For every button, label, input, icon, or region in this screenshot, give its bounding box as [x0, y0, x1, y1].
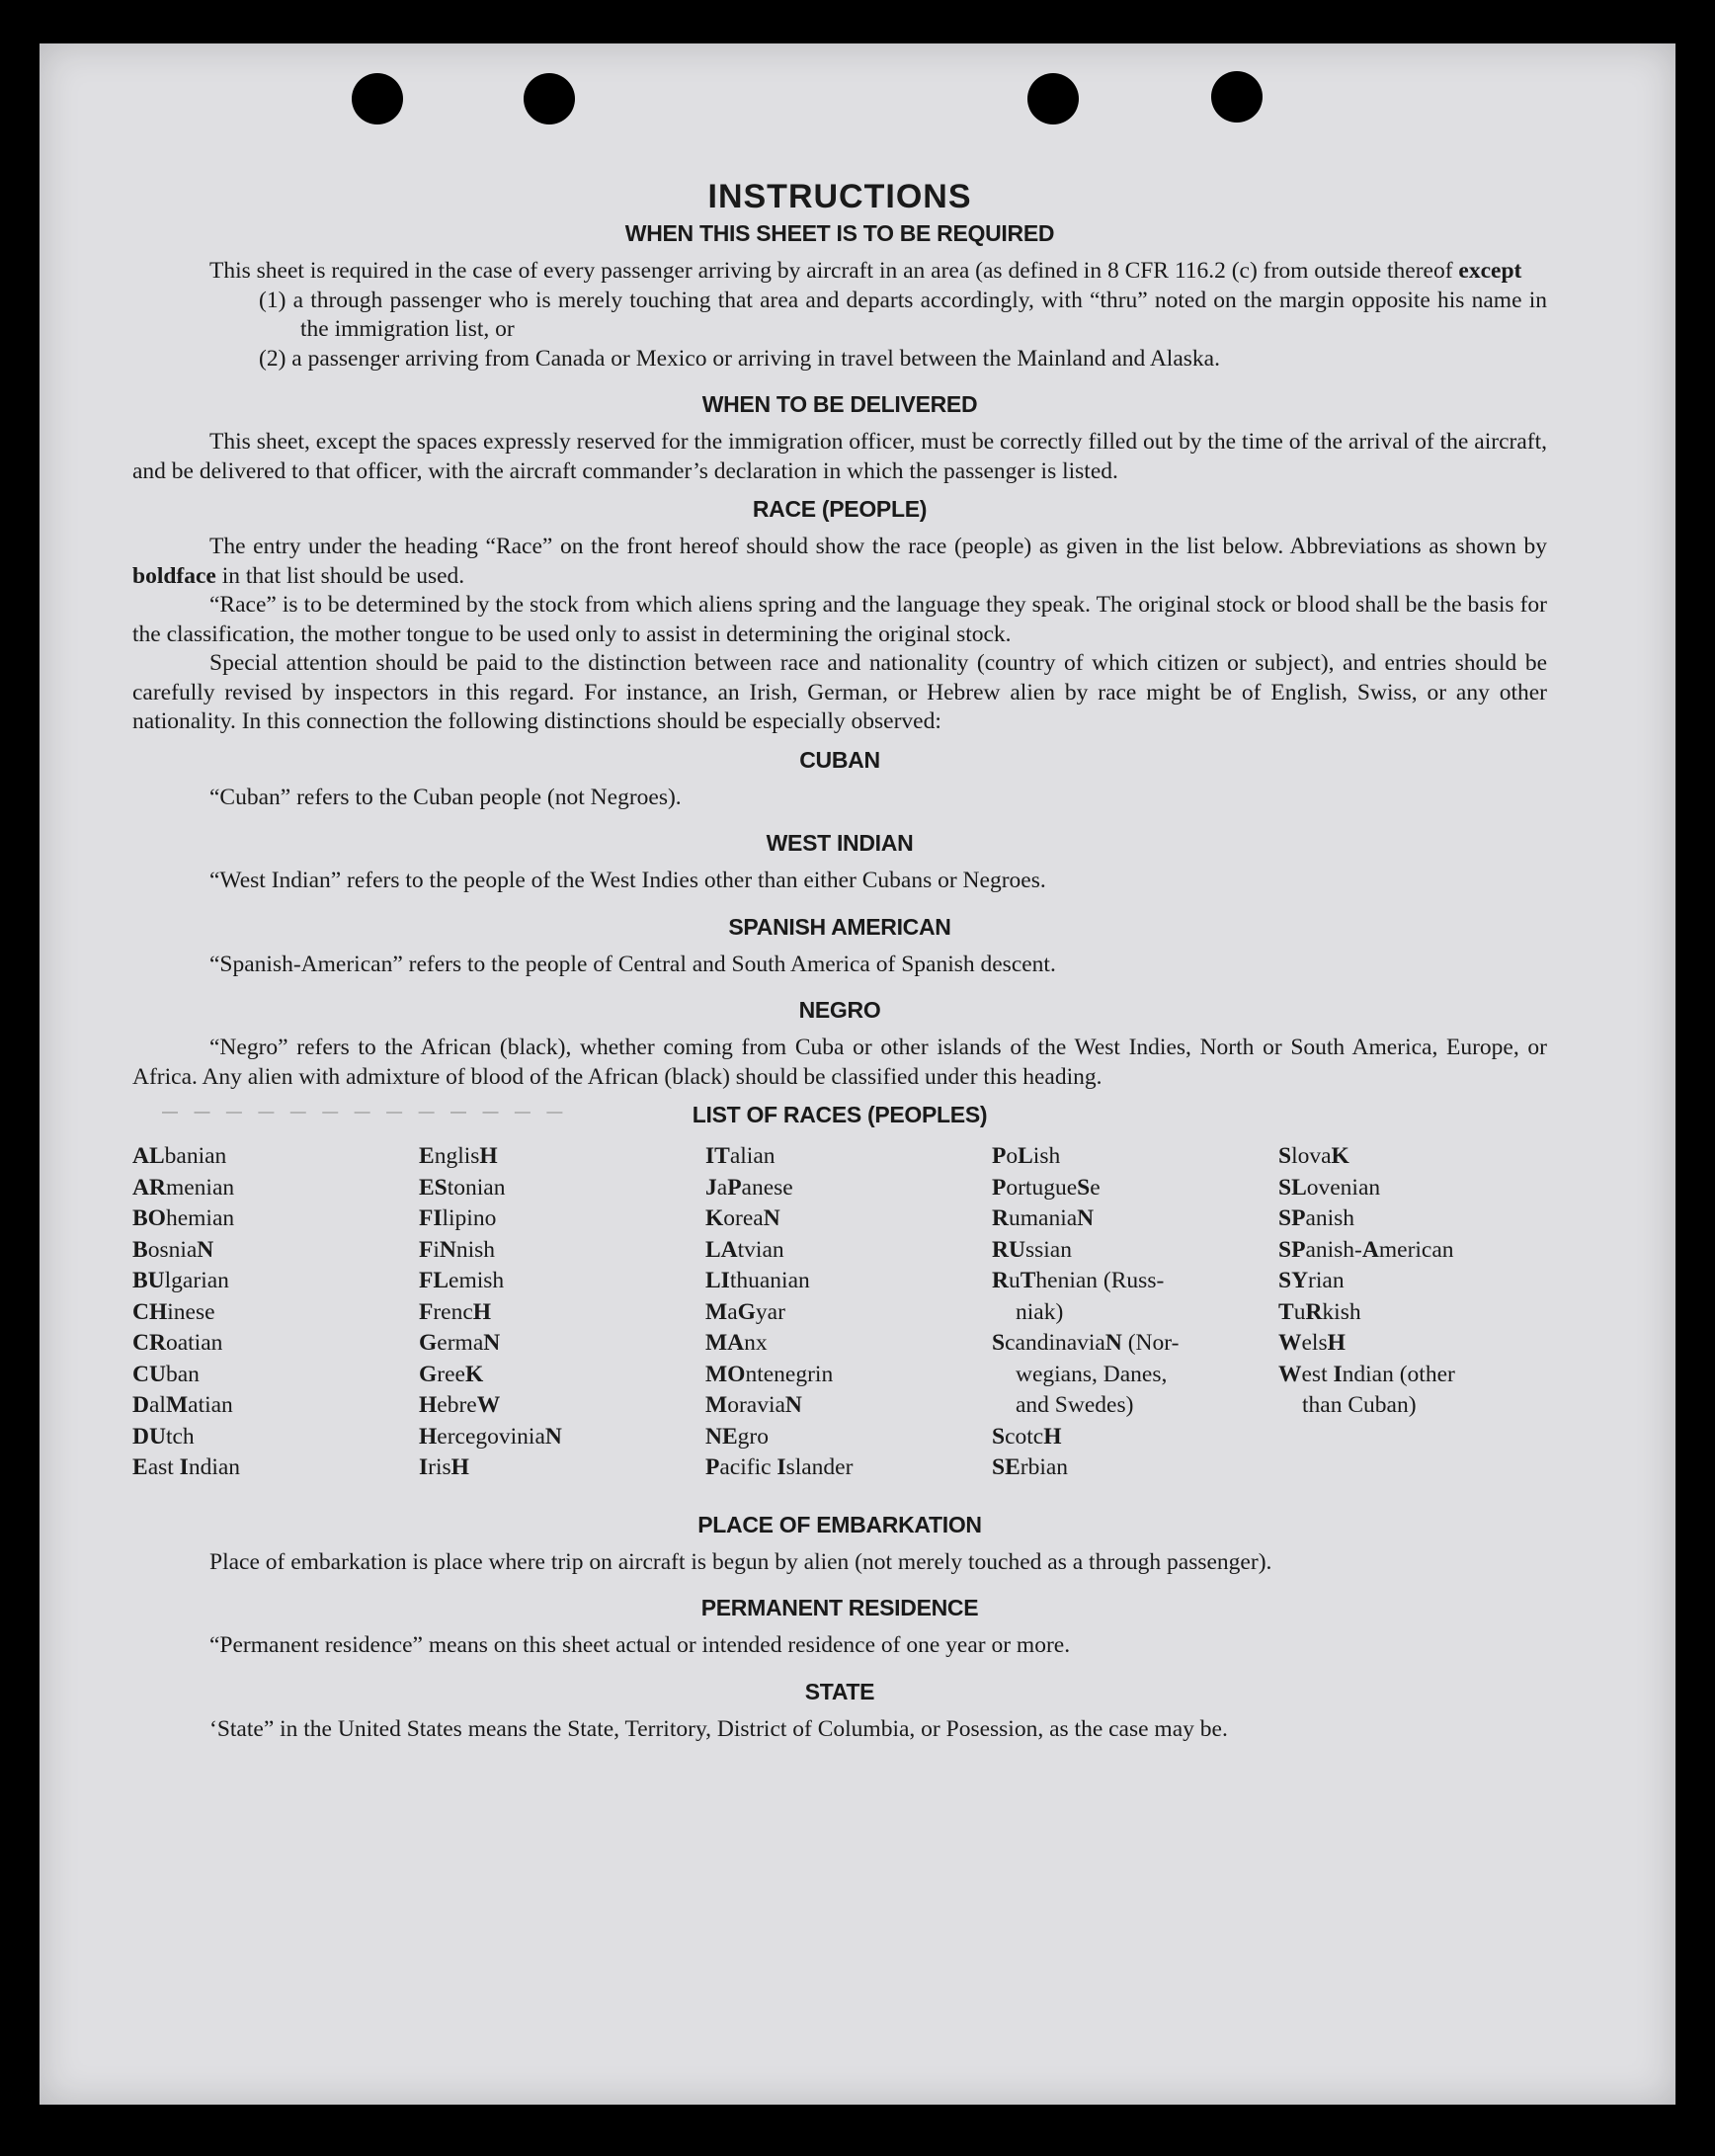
race-column [1278, 1141, 1547, 1484]
race-entry: East Indian [132, 1454, 241, 1480]
race-entry: SPanish-American [1278, 1236, 1454, 1263]
para-race-3: Special attention should be paid to the distinction between race and nationality (country of which citizen or subject), and entries should be carefully revised by inspectors in this regard. For instance, an Irish, German, or Hebrew alien by race might be of English, Swiss, or any other nationality. In this connection the following distinctions should be especially observed: [132, 650, 1547, 734]
punch-hole [1027, 73, 1079, 124]
race-entry: ARmenian [132, 1174, 235, 1201]
race-entry: MOntenegrin [705, 1361, 834, 1387]
race-entry: GermaN [419, 1330, 501, 1356]
race-entry: ALbanian [132, 1143, 227, 1169]
race-column [419, 1141, 705, 1484]
race-entry: West Indian (other [1278, 1361, 1455, 1387]
punch-hole [524, 73, 575, 124]
race-entry: GreeK [419, 1361, 484, 1387]
race-entry: WelsH [1278, 1330, 1346, 1356]
para-state: ‘State” in the United States means the State, Territory, District of Columbia, or Posession, as the case may be. [209, 1715, 1228, 1742]
para-race-1: The entry under the heading “Race” on the front hereof should show the race (people) as given in the list below. Abbreviations as shown by boldface in that list should be used. [132, 534, 1547, 589]
race-entry: SLovenian [1278, 1174, 1381, 1201]
race-list [132, 1141, 1547, 1484]
race-column [132, 1141, 419, 1484]
race-entry: RuThenian (Russ- [992, 1268, 1165, 1293]
heading-residence: PERMANENT RESIDENCE [700, 1595, 979, 1620]
race-entry: SYrian [1278, 1268, 1345, 1293]
para-residence: “Permanent residence” means on this sheet actual or intended residence of one year or more. [209, 1632, 1071, 1658]
race-entry: LAtvian [705, 1236, 784, 1263]
race-entry: EnglisH [419, 1143, 498, 1169]
race-entry: RumaniaN [992, 1205, 1095, 1231]
punch-hole [1211, 71, 1263, 123]
item-through-passenger: (1) a through passenger who is merely touching that area and departs accordingly, with “thru” noted on the margin opposite his name in the immigration list, or [259, 287, 1547, 342]
race-entry: FIlipino [419, 1205, 497, 1231]
para-west-indian: “West Indian” refers to the people of the West Indies other than either Cubans or Negroes. [209, 868, 1046, 893]
race-entry: KoreaN [705, 1205, 780, 1231]
heading-race: RACE (PEOPLE) [752, 496, 928, 522]
para-embarkation: Place of embarkation is place where trip on aircraft is begun by alien (not merely touched as a through passenger). [209, 1548, 1272, 1575]
race-entry: CUban [132, 1361, 200, 1387]
para-cuban: “Cuban” refers to the Cuban people (not Negroes). [209, 784, 682, 810]
heading-required: WHEN THIS SHEET IS TO BE REQUIRED [624, 220, 1055, 246]
para-spanish-american: “Spanish-American” refers to the people of Central and South America of Spanish descent. [209, 951, 1056, 977]
race-entry: ITalian [705, 1143, 776, 1169]
race-entry: ScandinaviaN (Nor- [992, 1330, 1180, 1356]
race-column [992, 1141, 1278, 1484]
race-entry: PortugueSe [992, 1174, 1101, 1201]
race-entry: SPanish [1278, 1205, 1355, 1231]
para-race-2: “Race” is to be determined by the stock from which aliens spring and the language they speak. The original stock or blood shall be the basis for the classification, the mother tongue to be used only to assist in determining the original stock. [132, 592, 1547, 647]
race-entry: CHinese [132, 1298, 215, 1325]
race-entry: HebreW [419, 1392, 501, 1418]
page-title: INSTRUCTIONS [707, 178, 972, 215]
race-entry: IrisH [419, 1454, 469, 1480]
race-entry: DUtch [132, 1423, 195, 1450]
race-entry: wegians, Danes, [1016, 1361, 1168, 1387]
instructions-content [132, 178, 1547, 1744]
race-entry: SlovaK [1278, 1143, 1349, 1169]
race-entry: Pacific Islander [705, 1454, 854, 1480]
race-column [705, 1141, 992, 1484]
heading-spanish-american: SPANISH AMERICAN [728, 913, 951, 940]
punch-hole [352, 73, 403, 124]
race-entry: NEgro [705, 1423, 769, 1450]
race-entry: CRoatian [132, 1330, 223, 1356]
race-entry: HercegoviniaN [419, 1423, 562, 1450]
race-entry: RUssian [992, 1236, 1072, 1263]
race-entry: MoraviaN [705, 1392, 802, 1418]
race-entry: FrencH [419, 1298, 492, 1325]
race-entry: PoLish [992, 1143, 1061, 1169]
race-entry: ScotcH [992, 1423, 1062, 1450]
race-entry: BOhemian [132, 1205, 235, 1231]
race-entry: BosniaN [132, 1236, 214, 1263]
para-delivered: This sheet, except the spaces expressly reserved for the immigration officer, must be correctly filled out by the time of the arrival of the aircraft, and be delivered to that officer, with the aircraft commander’s declaration in which the passenger is listed. [132, 429, 1547, 484]
para-negro: “Negro” refers to the African (black), whether coming from Cuba or other islands of the West Indies, North or South America, Europe, or Africa. Any alien with admixture of blood of the African (black) should be classified under this heading. [132, 1035, 1547, 1090]
heading-state: STATE [804, 1678, 875, 1704]
race-entry: DalMatian [132, 1392, 233, 1418]
list-heading-row [132, 1102, 1547, 1131]
race-entry: BUlgarian [132, 1268, 229, 1293]
race-entry: MAnx [705, 1330, 768, 1356]
race-entry: SErbian [992, 1454, 1069, 1480]
race-entry: than Cuban) [1302, 1392, 1417, 1418]
heading-cuban: CUBAN [799, 746, 880, 773]
para-required: This sheet is required in the case of every passenger arriving by aircraft in an area (as defined in 8 CFR 116.2 (c) from outside thereof except [209, 258, 1522, 284]
race-entry: niak) [1016, 1298, 1064, 1325]
race-entry: TuRkish [1278, 1298, 1361, 1325]
heading-delivered: WHEN TO BE DELIVERED [701, 391, 978, 417]
heading-list-of-races: LIST OF RACES (PEOPLES) [692, 1102, 988, 1127]
race-entry: EStonian [419, 1174, 506, 1201]
divider-dashes: — — — — — — — — — — — — — [162, 1104, 569, 1120]
heading-west-indian: WEST INDIAN [766, 830, 914, 856]
race-entry: JaPanese [705, 1174, 793, 1201]
race-entry: and Swedes) [1016, 1392, 1134, 1418]
race-entry: FLemish [419, 1268, 505, 1293]
race-entry: MaGyar [705, 1298, 785, 1325]
race-entry: LIthuanian [705, 1268, 810, 1293]
race-entry: FiNnish [419, 1236, 496, 1263]
heading-embarkation: PLACE OF EMBARKATION [697, 1511, 982, 1537]
item-canada-mexico: (2) a passenger arriving from Canada or Mexico or arriving in travel between the Mainland and Alaska. [259, 345, 1220, 372]
heading-negro: NEGRO [798, 997, 881, 1023]
